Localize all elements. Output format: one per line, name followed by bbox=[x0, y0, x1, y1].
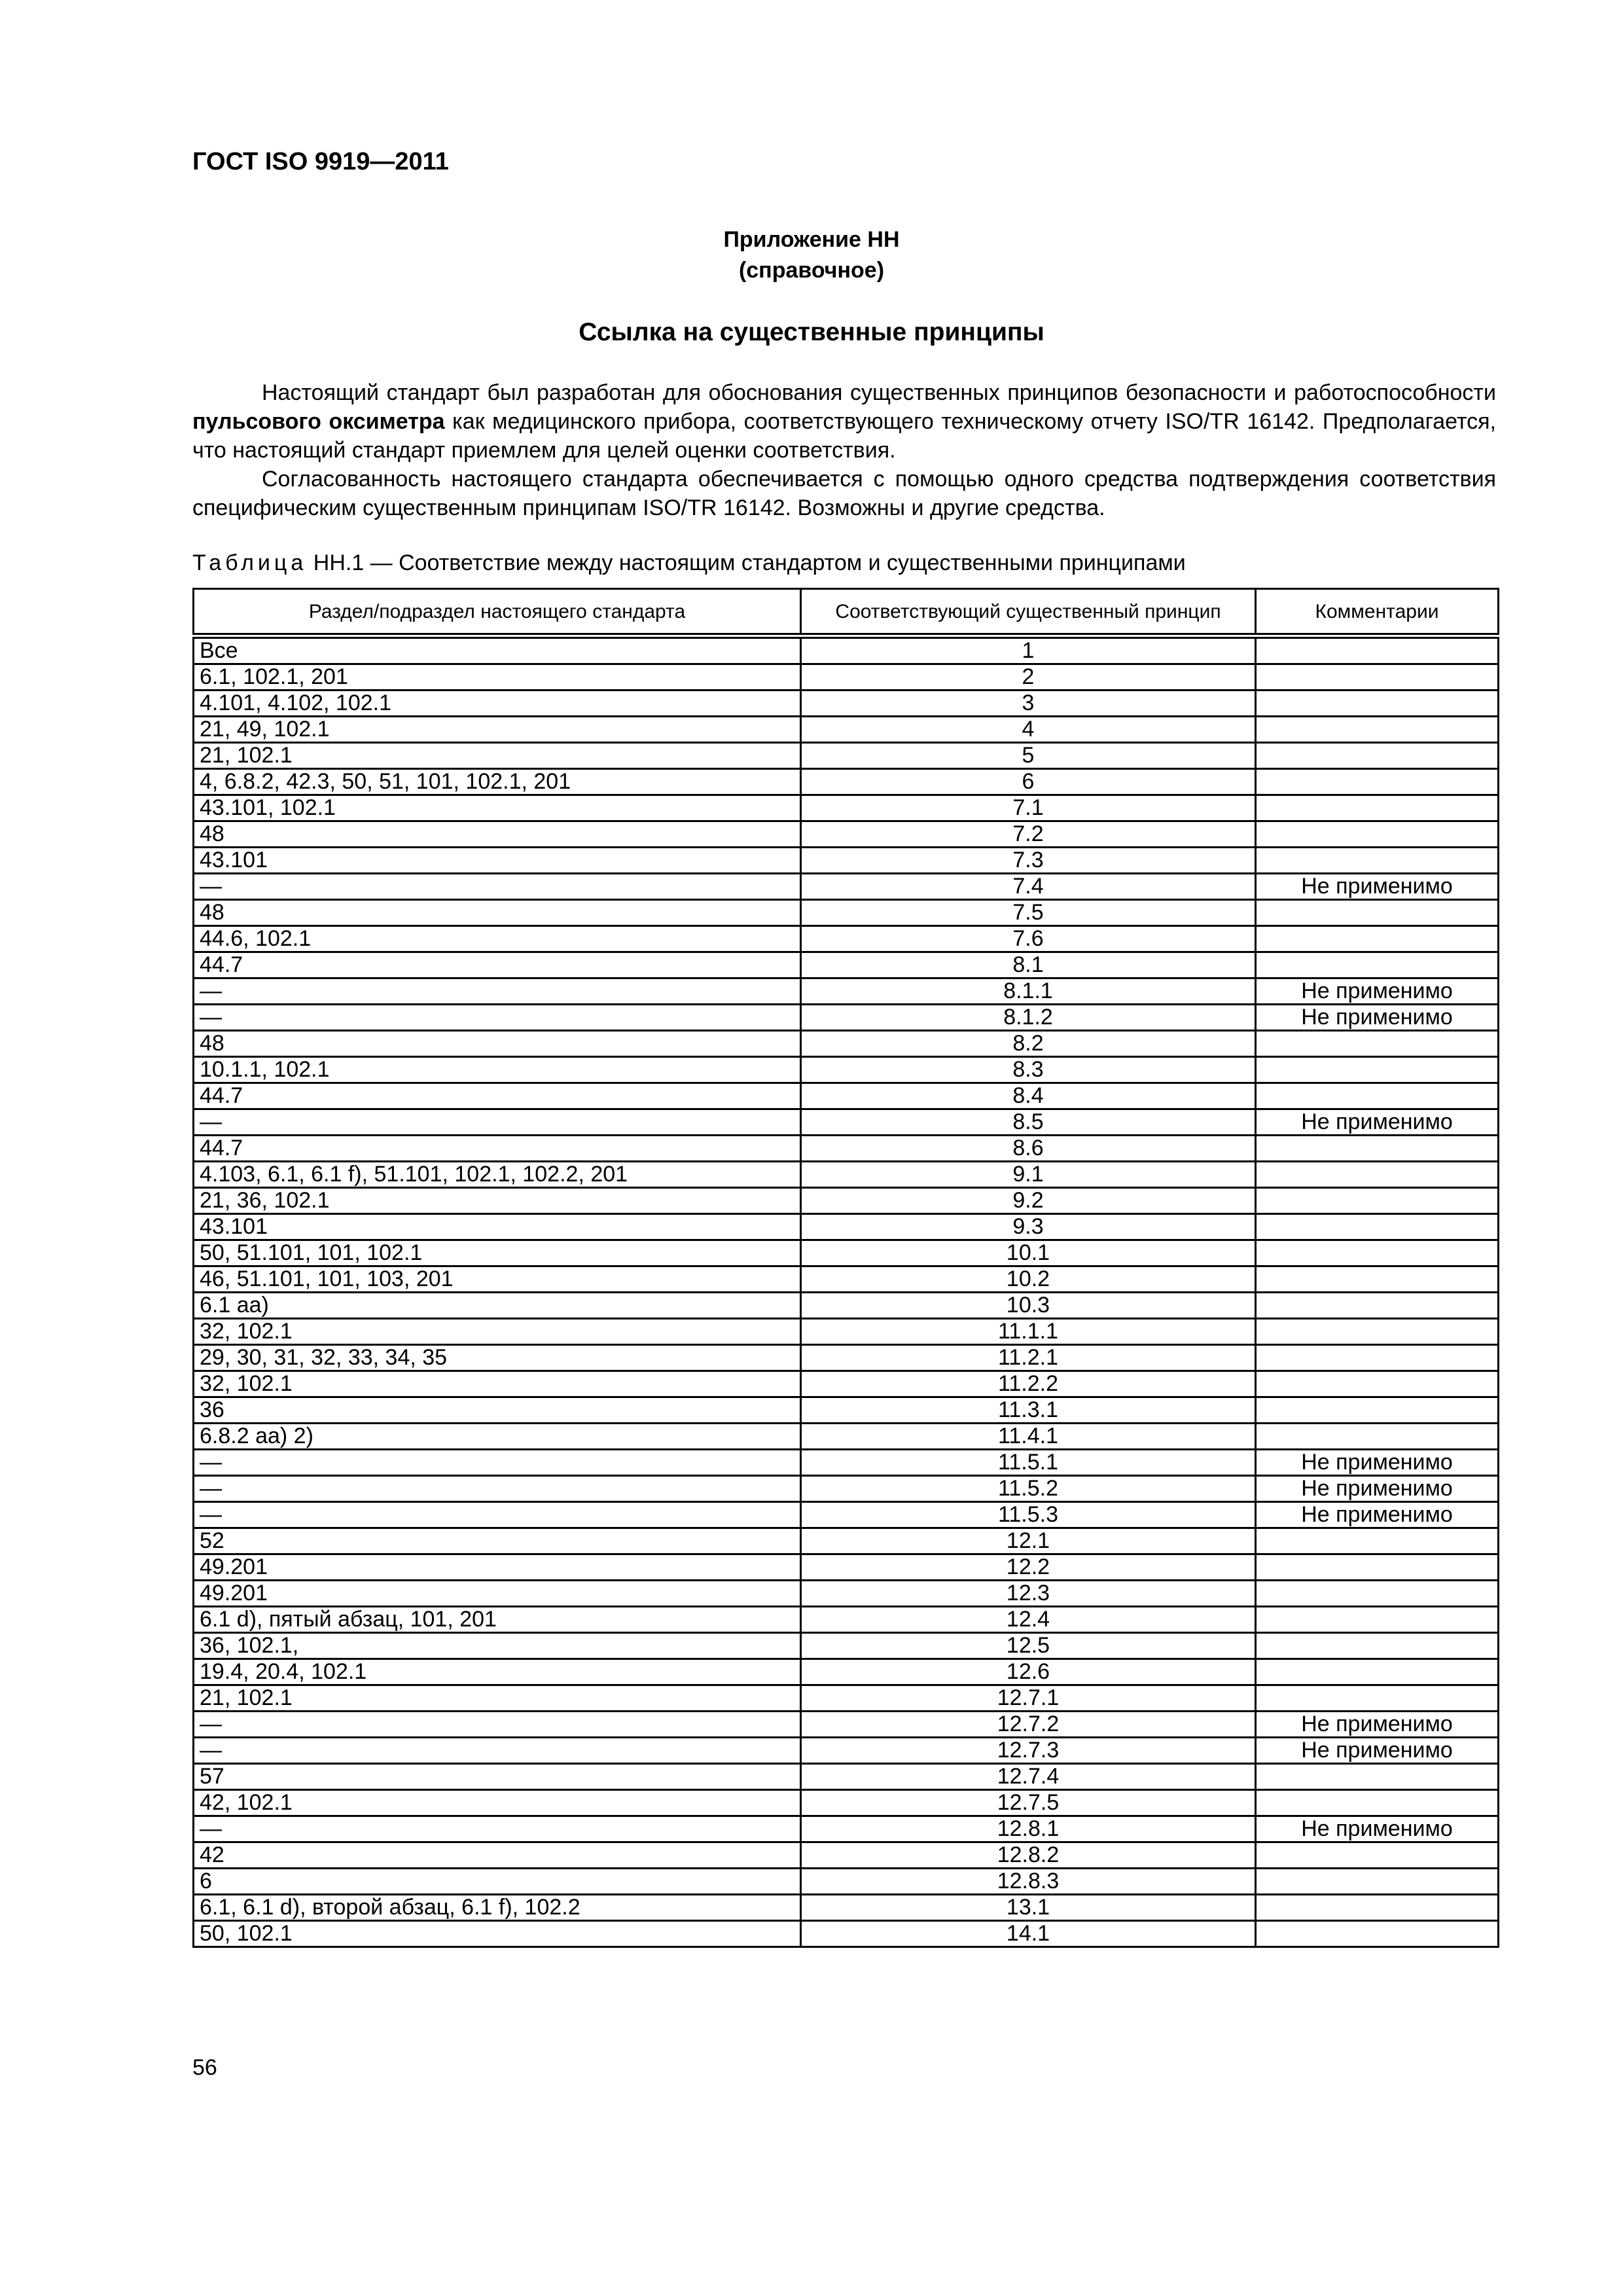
table-row bbox=[194, 900, 1499, 926]
table-row bbox=[194, 1214, 1499, 1240]
principle-cell: 2 bbox=[801, 664, 1256, 691]
comment-cell: Не применимо bbox=[1256, 1738, 1499, 1764]
comment-cell bbox=[1256, 795, 1499, 821]
section-cell: — bbox=[194, 1816, 801, 1842]
section-cell: 32, 102.1 bbox=[194, 1319, 801, 1345]
comment-cell: Не применимо bbox=[1256, 1712, 1499, 1738]
section-cell: — bbox=[194, 1109, 801, 1136]
principle-cell: 7.2 bbox=[801, 821, 1256, 848]
correspondence-table bbox=[192, 588, 1499, 1948]
comment-cell: Не применимо bbox=[1256, 1502, 1499, 1528]
principle-cell: 11.5.3 bbox=[801, 1502, 1256, 1528]
principle-cell: 6 bbox=[801, 769, 1256, 795]
section-cell: 6 bbox=[194, 1869, 801, 1895]
principle-cell: 10.1 bbox=[801, 1240, 1256, 1266]
header-principle: Соответствующий существенный принцип bbox=[801, 589, 1256, 636]
header-comments: Комментарии bbox=[1256, 589, 1499, 636]
principle-cell: 9.2 bbox=[801, 1188, 1256, 1214]
principle-cell: 8.1.2 bbox=[801, 1005, 1256, 1031]
principle-cell: 12.7.2 bbox=[801, 1712, 1256, 1738]
table-header-row bbox=[194, 589, 1499, 636]
table-row bbox=[194, 1005, 1499, 1031]
table-row bbox=[194, 952, 1499, 978]
principle-cell: 12.7.4 bbox=[801, 1764, 1256, 1790]
principle-cell: 11.4.1 bbox=[801, 1424, 1256, 1450]
section-cell: 10.1.1, 102.1 bbox=[194, 1057, 801, 1083]
table-row bbox=[194, 1659, 1499, 1685]
principle-cell: 7.6 bbox=[801, 926, 1256, 952]
table-row bbox=[194, 1581, 1499, 1607]
principle-cell: 8.2 bbox=[801, 1031, 1256, 1057]
comment-cell bbox=[1256, 1528, 1499, 1554]
section-cell: 21, 36, 102.1 bbox=[194, 1188, 801, 1214]
section-cell: 42, 102.1 bbox=[194, 1790, 801, 1816]
comment-cell bbox=[1256, 1895, 1499, 1921]
table-row bbox=[194, 1554, 1499, 1581]
comment-cell: Не применимо bbox=[1256, 1005, 1499, 1031]
principle-cell: 12.7.5 bbox=[801, 1790, 1256, 1816]
principle-cell: 11.5.1 bbox=[801, 1450, 1256, 1476]
principle-cell: 3 bbox=[801, 691, 1256, 717]
principle-cell: 14.1 bbox=[801, 1921, 1256, 1947]
table-row bbox=[194, 1502, 1499, 1528]
principle-cell: 12.6 bbox=[801, 1659, 1256, 1685]
section-cell: — bbox=[194, 1476, 801, 1502]
comment-cell: Не применимо bbox=[1256, 1109, 1499, 1136]
comment-cell bbox=[1256, 1083, 1499, 1109]
principle-cell: 9.3 bbox=[801, 1214, 1256, 1240]
table-row bbox=[194, 1712, 1499, 1738]
comment-cell bbox=[1256, 1397, 1499, 1424]
comment-cell bbox=[1256, 769, 1499, 795]
table-row bbox=[194, 1397, 1499, 1424]
section-cell: 21, 102.1 bbox=[194, 1685, 801, 1712]
comment-cell bbox=[1256, 717, 1499, 743]
table-row bbox=[194, 978, 1499, 1005]
section-cell: 29, 30, 31, 32, 33, 34, 35 bbox=[194, 1345, 801, 1371]
table-row bbox=[194, 1921, 1499, 1947]
table-row bbox=[194, 1816, 1499, 1842]
table-caption-text: НН.1 — Соответствие между настоящим стандартом и существенными принципами bbox=[307, 550, 1186, 575]
table-row bbox=[194, 636, 1499, 664]
principle-cell: 11.5.2 bbox=[801, 1476, 1256, 1502]
section-cell: 43.101 bbox=[194, 848, 801, 874]
section-cell: 48 bbox=[194, 821, 801, 848]
table-row bbox=[194, 1083, 1499, 1109]
table-row bbox=[194, 1476, 1499, 1502]
table-row bbox=[194, 1136, 1499, 1162]
document-code: ГОСТ ISO 9919—2011 bbox=[192, 148, 449, 175]
principle-cell: 12.7.3 bbox=[801, 1738, 1256, 1764]
comment-cell bbox=[1256, 1162, 1499, 1188]
principle-cell: 12.3 bbox=[801, 1581, 1256, 1607]
intro-text-start: Настоящий стандарт был разработан для обоснования существенных принципов безопасности и работоспособности bbox=[262, 380, 1496, 405]
section-cell: 49.201 bbox=[194, 1554, 801, 1581]
table-row bbox=[194, 1869, 1499, 1895]
comment-cell: Не применимо bbox=[1256, 874, 1499, 900]
section-cell: 6.1 aa) bbox=[194, 1293, 801, 1319]
comment-cell bbox=[1256, 1266, 1499, 1293]
comment-cell bbox=[1256, 1424, 1499, 1450]
conformity-paragraph: Согласованность настоящего стандарта обеспечивается с помощью одного средства подтверждения соответствия специфическим существенным принципам ISO/TR 16142. Возможны и другие средства. bbox=[192, 467, 1496, 520]
table-row bbox=[194, 1266, 1499, 1293]
comment-cell bbox=[1256, 1869, 1499, 1895]
principle-cell: 8.4 bbox=[801, 1083, 1256, 1109]
table-row bbox=[194, 1319, 1499, 1345]
comment-cell bbox=[1256, 1659, 1499, 1685]
header-section: Раздел/подраздел настоящего стандарта bbox=[194, 589, 801, 636]
section-cell: 6.8.2 aa) 2) bbox=[194, 1424, 801, 1450]
principle-cell: 12.2 bbox=[801, 1554, 1256, 1581]
principle-cell: 11.2.2 bbox=[801, 1371, 1256, 1397]
table-body bbox=[194, 636, 1499, 1947]
comment-cell bbox=[1256, 926, 1499, 952]
table-row bbox=[194, 743, 1499, 769]
section-title: Ссылка на существенные принципы bbox=[579, 318, 1044, 346]
section-cell: 43.101 bbox=[194, 1214, 801, 1240]
section-cell: 36 bbox=[194, 1397, 801, 1424]
comment-cell bbox=[1256, 1031, 1499, 1057]
comment-cell bbox=[1256, 1293, 1499, 1319]
table-row bbox=[194, 848, 1499, 874]
comment-cell bbox=[1256, 1554, 1499, 1581]
comment-cell bbox=[1256, 1790, 1499, 1816]
comment-cell: Не применимо bbox=[1256, 1476, 1499, 1502]
principle-cell: 13.1 bbox=[801, 1895, 1256, 1921]
comment-cell bbox=[1256, 691, 1499, 717]
comment-cell bbox=[1256, 1136, 1499, 1162]
section-cell: 6.1, 102.1, 201 bbox=[194, 664, 801, 691]
section-cell: — bbox=[194, 1450, 801, 1476]
annex-name: Приложение НН bbox=[723, 227, 900, 252]
principle-cell: 10.2 bbox=[801, 1266, 1256, 1293]
comment-cell bbox=[1256, 1240, 1499, 1266]
principle-cell: 12.5 bbox=[801, 1633, 1256, 1659]
section-cell: 21, 49, 102.1 bbox=[194, 717, 801, 743]
comment-cell bbox=[1256, 1842, 1499, 1869]
intro-text-end: как медицинского прибора, соответствующего техническому отчету ISO/TR 16142. Предполагается, что настоящий стандарт приемлем для целей оценки соответствия. bbox=[192, 409, 1496, 463]
section-cell: Все bbox=[194, 636, 801, 664]
table-row bbox=[194, 1528, 1499, 1554]
section-cell: 21, 102.1 bbox=[194, 743, 801, 769]
table-row bbox=[194, 1109, 1499, 1136]
table-row bbox=[194, 1895, 1499, 1921]
principle-cell: 11.2.1 bbox=[801, 1345, 1256, 1371]
table-row bbox=[194, 1240, 1499, 1266]
table-caption bbox=[192, 548, 1186, 577]
principle-cell: 7.1 bbox=[801, 795, 1256, 821]
comment-cell bbox=[1256, 1633, 1499, 1659]
principle-cell: 8.6 bbox=[801, 1136, 1256, 1162]
section-cell: 50, 102.1 bbox=[194, 1921, 801, 1947]
section-cell: 44.7 bbox=[194, 1083, 801, 1109]
table-row bbox=[194, 926, 1499, 952]
section-cell: 4.103, 6.1, 6.1 f), 51.101, 102.1, 102.2, 201 bbox=[194, 1162, 801, 1188]
section-cell: 49.201 bbox=[194, 1581, 801, 1607]
principle-cell: 1 bbox=[801, 636, 1256, 664]
table-row bbox=[194, 821, 1499, 848]
principle-cell: 12.7.1 bbox=[801, 1685, 1256, 1712]
intro-paragraph bbox=[192, 378, 1496, 465]
principle-cell: 12.8.2 bbox=[801, 1842, 1256, 1869]
section-cell: 43.101, 102.1 bbox=[194, 795, 801, 821]
comment-cell bbox=[1256, 1764, 1499, 1790]
table-row bbox=[194, 874, 1499, 900]
principle-cell: 12.4 bbox=[801, 1607, 1256, 1633]
comment-cell: Не применимо bbox=[1256, 978, 1499, 1005]
comment-cell bbox=[1256, 1345, 1499, 1371]
comment-cell bbox=[1256, 636, 1499, 664]
principle-cell: 11.1.1 bbox=[801, 1319, 1256, 1345]
section-cell: 42 bbox=[194, 1842, 801, 1869]
section-cell: 48 bbox=[194, 900, 801, 926]
principle-cell: 5 bbox=[801, 743, 1256, 769]
table-row bbox=[194, 1633, 1499, 1659]
section-cell: 44.6, 102.1 bbox=[194, 926, 801, 952]
section-cell: — bbox=[194, 1502, 801, 1528]
comment-cell: Не применимо bbox=[1256, 1450, 1499, 1476]
table-row bbox=[194, 1790, 1499, 1816]
table-row bbox=[194, 691, 1499, 717]
table-row bbox=[194, 1607, 1499, 1633]
principle-cell: 11.3.1 bbox=[801, 1397, 1256, 1424]
table-row bbox=[194, 1842, 1499, 1869]
principle-cell: 12.8.3 bbox=[801, 1869, 1256, 1895]
principle-cell: 8.1.1 bbox=[801, 978, 1256, 1005]
section-cell: 44.7 bbox=[194, 1136, 801, 1162]
table-row bbox=[194, 1057, 1499, 1083]
comment-cell bbox=[1256, 1685, 1499, 1712]
section-cell: 46, 51.101, 101, 103, 201 bbox=[194, 1266, 801, 1293]
table-row bbox=[194, 1450, 1499, 1476]
section-cell: 32, 102.1 bbox=[194, 1371, 801, 1397]
section-cell: 4.101, 4.102, 102.1 bbox=[194, 691, 801, 717]
annex-type: (справочное) bbox=[738, 258, 885, 283]
section-cell: 6.1 d), пятый абзац, 101, 201 bbox=[194, 1607, 801, 1633]
principle-cell: 7.4 bbox=[801, 874, 1256, 900]
section-cell: 57 bbox=[194, 1764, 801, 1790]
principle-cell: 8.1 bbox=[801, 952, 1256, 978]
section-cell: — bbox=[194, 874, 801, 900]
table-row bbox=[194, 1293, 1499, 1319]
section-cell: 50, 51.101, 101, 102.1 bbox=[194, 1240, 801, 1266]
comment-cell bbox=[1256, 1057, 1499, 1083]
principle-cell: 7.3 bbox=[801, 848, 1256, 874]
section-cell: 44.7 bbox=[194, 952, 801, 978]
comment-cell bbox=[1256, 664, 1499, 691]
principle-cell: 8.3 bbox=[801, 1057, 1256, 1083]
section-cell: — bbox=[194, 978, 801, 1005]
section-cell: 4, 6.8.2, 42.3, 50, 51, 101, 102.1, 201 bbox=[194, 769, 801, 795]
section-cell: 6.1, 6.1 d), второй абзац, 6.1 f), 102.2 bbox=[194, 1895, 801, 1921]
table-row bbox=[194, 664, 1499, 691]
section-cell: 52 bbox=[194, 1528, 801, 1554]
table-row bbox=[194, 1371, 1499, 1397]
comment-cell bbox=[1256, 1188, 1499, 1214]
principle-cell: 8.5 bbox=[801, 1109, 1256, 1136]
section-cell: — bbox=[194, 1738, 801, 1764]
section-cell: 48 bbox=[194, 1031, 801, 1057]
table-row bbox=[194, 1738, 1499, 1764]
comment-cell bbox=[1256, 821, 1499, 848]
table-row bbox=[194, 795, 1499, 821]
comment-cell bbox=[1256, 1319, 1499, 1345]
comment-cell bbox=[1256, 1371, 1499, 1397]
section-cell: 36, 102.1, bbox=[194, 1633, 801, 1659]
comment-cell bbox=[1256, 952, 1499, 978]
table-row bbox=[194, 717, 1499, 743]
table-row bbox=[194, 1188, 1499, 1214]
principle-cell: 12.8.1 bbox=[801, 1816, 1256, 1842]
table-row bbox=[194, 1764, 1499, 1790]
comment-cell bbox=[1256, 1581, 1499, 1607]
section-cell: 19.4, 20.4, 102.1 bbox=[194, 1659, 801, 1685]
principle-cell: 12.1 bbox=[801, 1528, 1256, 1554]
comment-cell bbox=[1256, 848, 1499, 874]
principle-cell: 4 bbox=[801, 717, 1256, 743]
table-caption-word: Таблица bbox=[192, 550, 308, 575]
comment-cell bbox=[1256, 1214, 1499, 1240]
table-row bbox=[194, 1685, 1499, 1712]
comment-cell bbox=[1256, 900, 1499, 926]
page-number: 56 bbox=[192, 2055, 217, 2080]
table-row bbox=[194, 1345, 1499, 1371]
section-cell: — bbox=[194, 1712, 801, 1738]
table-row bbox=[194, 769, 1499, 795]
table-row bbox=[194, 1162, 1499, 1188]
comment-cell: Не применимо bbox=[1256, 1816, 1499, 1842]
principle-cell: 9.1 bbox=[801, 1162, 1256, 1188]
table-row bbox=[194, 1424, 1499, 1450]
comment-cell bbox=[1256, 1921, 1499, 1947]
intro-text-bold: пульсового оксиметра bbox=[192, 409, 445, 434]
principle-cell: 7.5 bbox=[801, 900, 1256, 926]
principle-cell: 10.3 bbox=[801, 1293, 1256, 1319]
comment-cell bbox=[1256, 743, 1499, 769]
table-row bbox=[194, 1031, 1499, 1057]
comment-cell bbox=[1256, 1607, 1499, 1633]
section-cell: — bbox=[194, 1005, 801, 1031]
